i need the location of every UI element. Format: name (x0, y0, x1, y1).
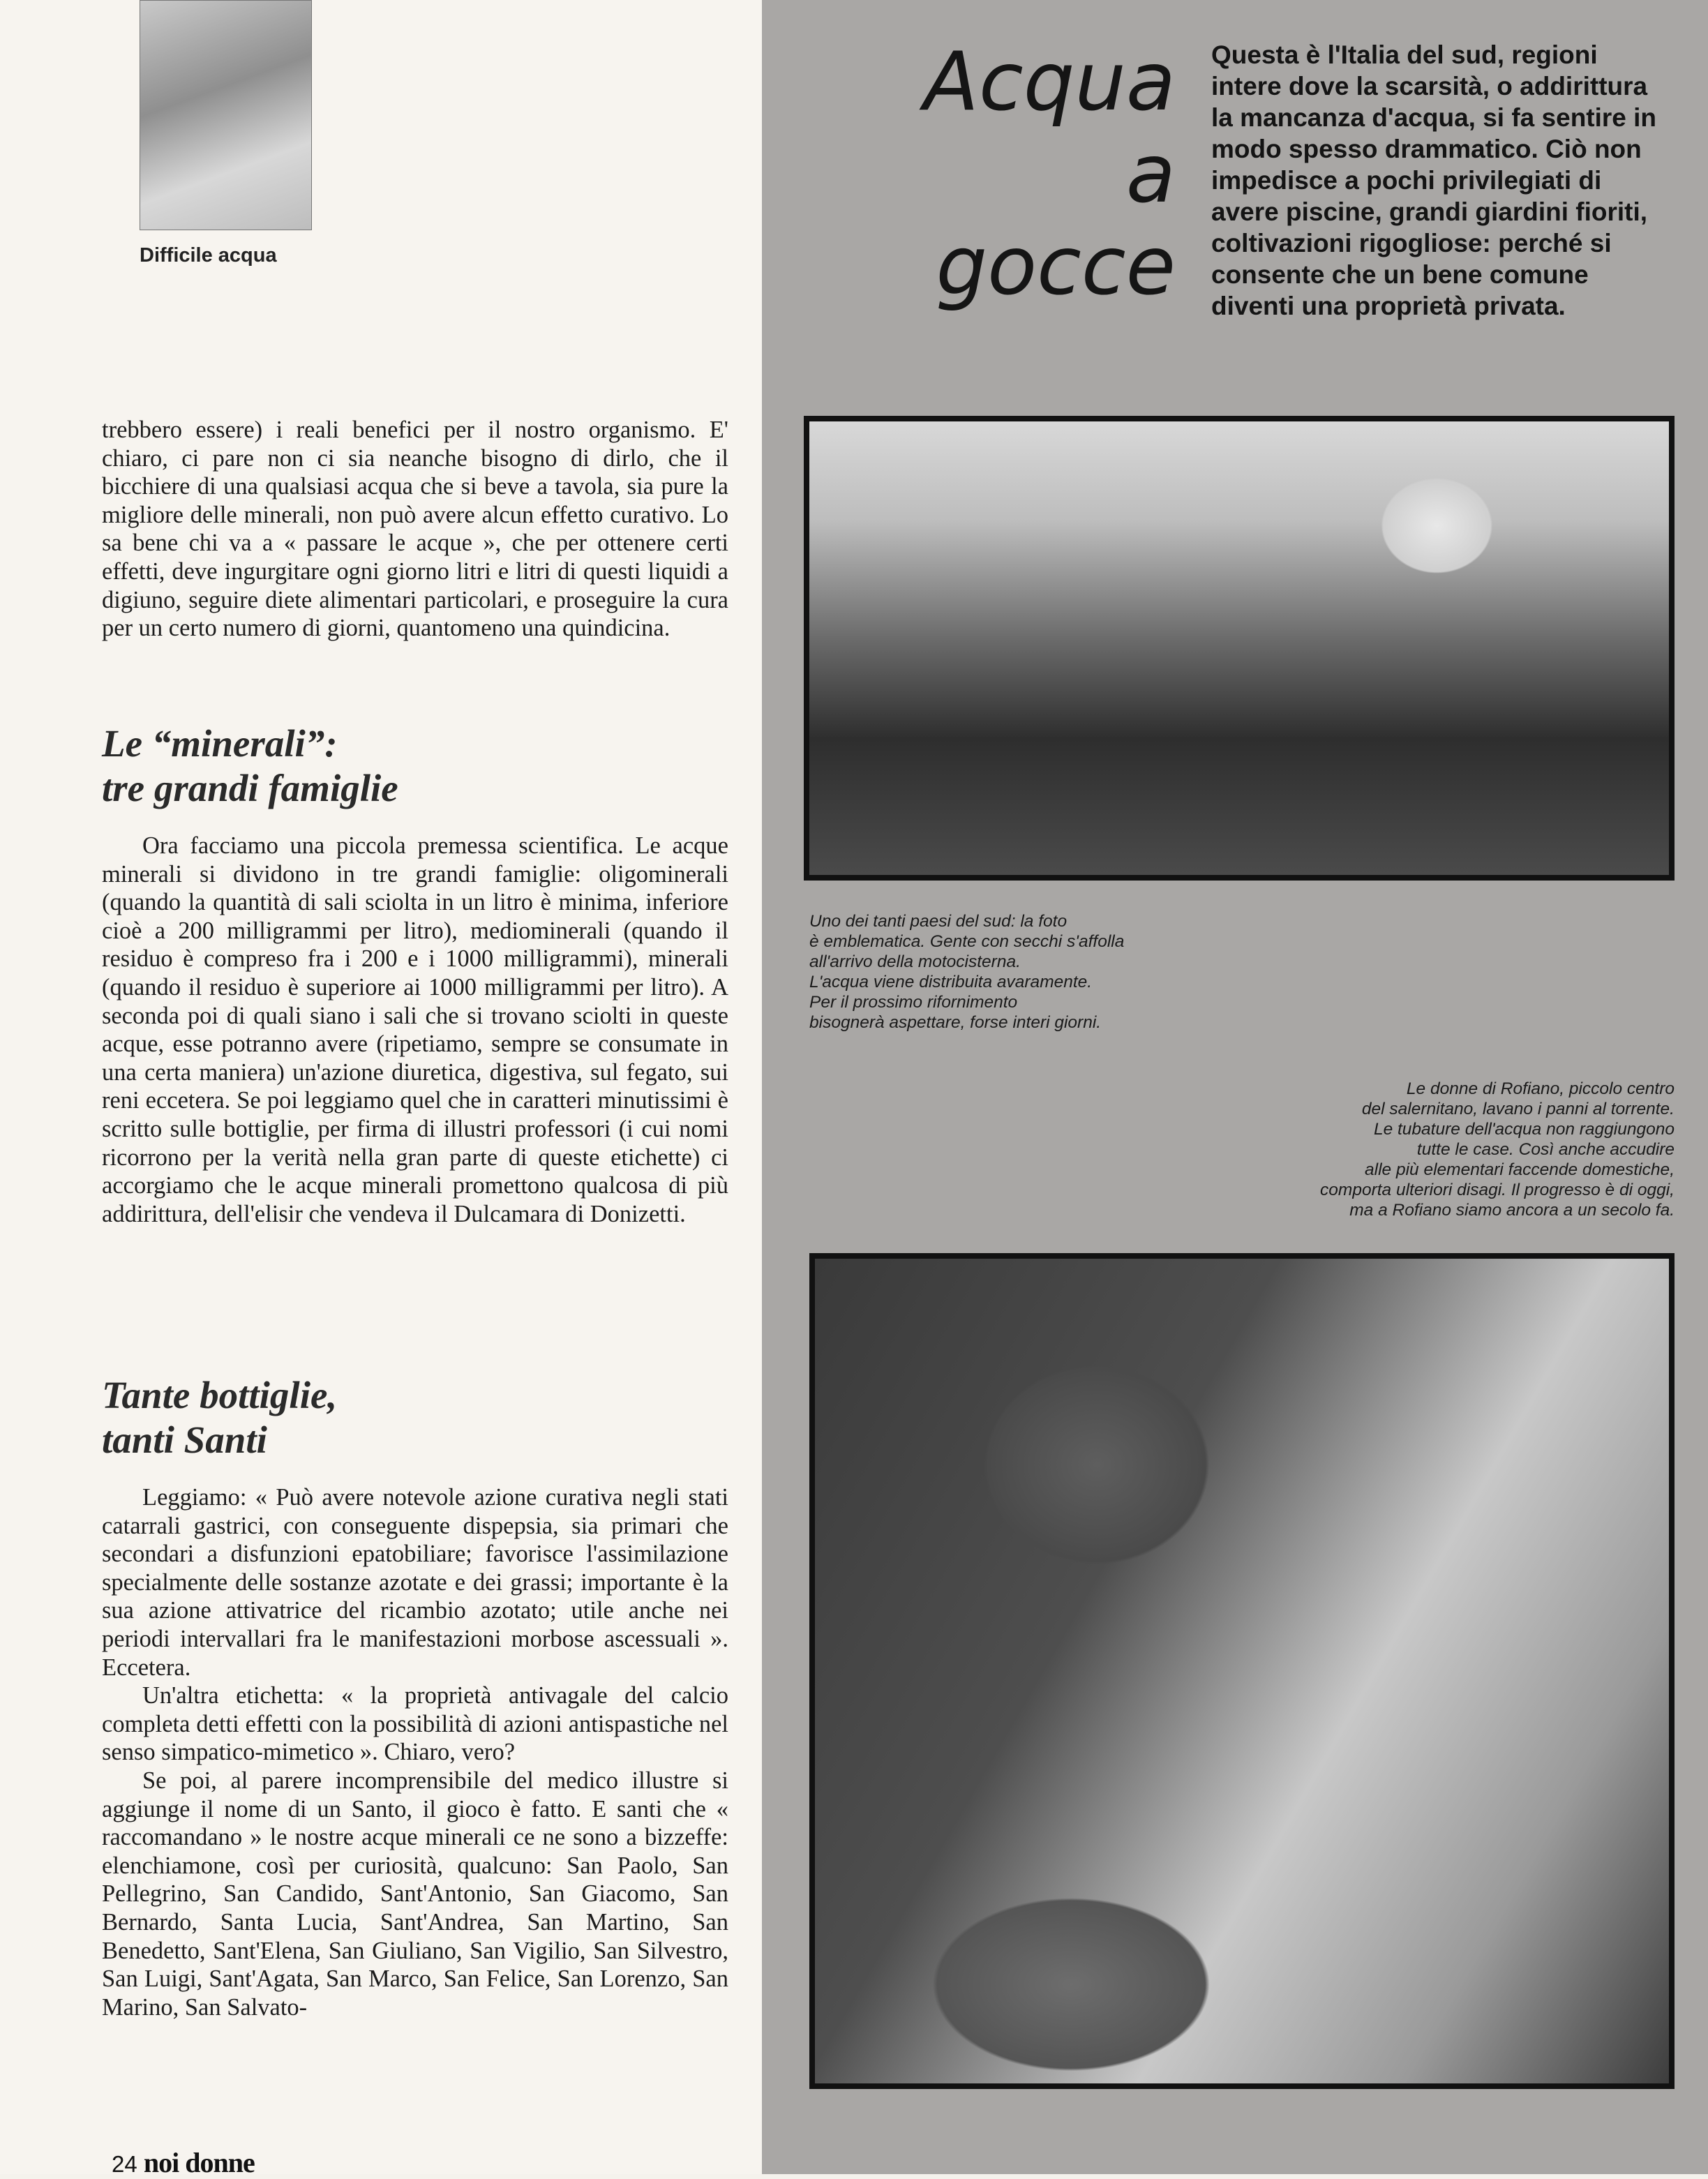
subheading-santi: Tante bottiglie, tanti Santi (102, 1374, 338, 1461)
water-truck-photo (804, 416, 1675, 881)
river-washing-photo (809, 1253, 1675, 2089)
article-paragraph-1: trebbero essere) i reali benefici per il nostro organismo. E' chiaro, ci pare non ci sia neanche bisogno di dirlo, che il bicchiere di una qualsiasi acqua che si beve a tavola, sia pure la migliore delle minerali, non può avere alcun effetto curativo. Lo sa bene chi va a « passare le acque », che per ottenere certi effetti, deve ingurgitare ogni giorno litri e litri di questi liquidi a digiuno, seguire diete alimentari particolari, e proseguire la cura per un certo numero di giorni, quantomeno una quindicina. (102, 417, 728, 642)
page-number: 24 (112, 2151, 137, 2177)
subheading-minerali: Le “minerali”: tre grandi famiglie (102, 722, 398, 809)
thumbnail-caption: Difficile acqua (140, 244, 277, 267)
river-washing-caption: Le donne di Rofiano, piccolo centro del salernitano, lavano i panni al torrente. Le tubature dell'acqua non raggiungono tutte le case. Così anche accudire alle più elementari faccende domestiche, comporta ulteriori disagi. Il progresso è di oggi, ma a Rofiano siamo ancora a un secolo fa. (1320, 1079, 1675, 1220)
water-truck-caption: Uno dei tanti paesi del sud: la foto è emblematica. Gente con secchi s'affolla all'arrivo della motocisterna. L'acqua viene distribuita avaramente. Per il prossimo rifornimento bisognerà aspettare, forse interi giorni. (809, 912, 1125, 1032)
left-column (0, 0, 762, 2178)
magazine-name: noi donne (143, 2147, 255, 2178)
article-paragraph-3: Leggiamo: « Può avere notevole azione curativa negli stati catarrali gastrici, con conseguente dispepsia, sia primari che secondari a disfunzioni epatobiliare; favorisce l'assimilazione specialmente delle sostanze azotate e dei grassi; importante è la sua azione attivatrice del ricambio azotato; utile anche nei periodi intervallari fra le manifestazioni morbose ascessuali ». Eccetera. (102, 1484, 728, 1681)
article-paragraph-2: Ora facciamo una piccola premessa scientifica. Le acque minerali si dividono in tre grandi famiglie: oligominerali (quando la quantità di sali sciolta in un litro è minima, inferiore cioè a 200 milligrammi per litro), mediominerali (quando il residuo è compreso fra i 200 e i 1000 milligrammi), minerali (quando il residuo è superiore ai 1000 milligrammi per litro). A seconda poi di quali siano i sali che si trovano sciolti in queste acque, esse potranno avere (ripetiamo, sempre se consumate in una certa maniera) un'azione diuretica, digestiva, sul fegato, sui reni eccetera. Se poi leggiamo quel che in caratteri minutissimi è scritto sulle bottiglie, per firma di illustri professori (i cui nomi ricorrono per la verità nella gran parte di queste etichette) ci accorgiamo che le acque minerali promettono qualcosa di più addirittura, dell'elisir che vendeva il Dulcamara di Donizetti. (102, 832, 728, 1227)
article-paragraphs-3-5 (102, 1483, 728, 2021)
feature-headline: Acqua a gocce (923, 35, 1176, 313)
article-paragraph-5: Se poi, al parere incomprensibile del medico illustre si aggiunge il nome di un Santo, il gioco è fatto. E santi che « raccomandano » le nostre acque minerali ce ne sono a bizzeffe: elenchiamone, così per curiosità, qualcuno: San Paolo, San Pellegrino, San Candido, Sant'Antonio, San Giacomo, San Bernardo, Santa Lucia, Sant'Andrea, San Martino, San Benedetto, Sant'Elena, San Giuliano, San Vigilio, San Silvestro, San Luigi, Sant'Agata, San Marco, San Felice, San Lorenzo, San Marino, San Salvato- (102, 1767, 728, 2021)
feature-intro: Questa è l'Italia del sud, regioni intere dove la scarsità, o addirittura la mancanza d'acqua, si fa sentire in modo spesso drammatico. Ciò non impedisce a pochi privilegiati di avere piscine, grandi giardini fioriti, coltivazioni rigogliose: perché si consente che un bene comune diventi una proprietà privata. (1211, 40, 1657, 320)
thumbnail-photo (140, 0, 312, 230)
article-paragraph-4: Un'altra etichetta: « la proprietà antivagale del calcio completa detti effetti con la possibilità di azioni antispastiche nel senso simpatico-mimetico ». Chiaro, vero? (102, 1682, 728, 1766)
